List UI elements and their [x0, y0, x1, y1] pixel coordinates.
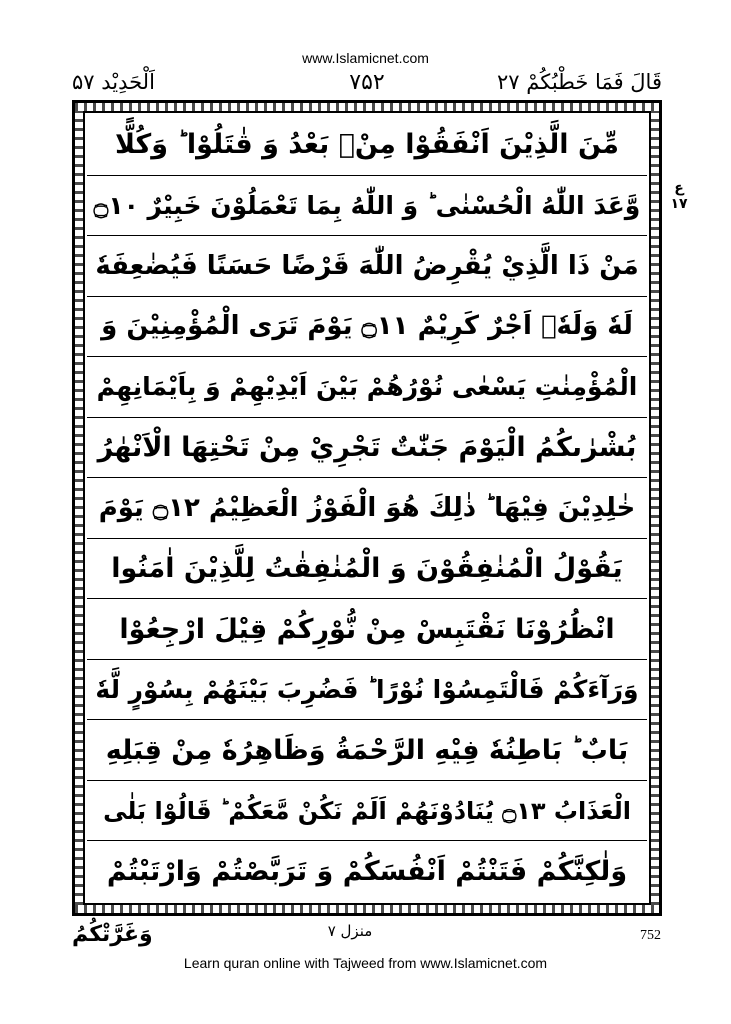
verse-line: وَرَآءَكُمْ فَالْتَمِسُوْا نُوْرًا ؕ فَضُرِبَ بَيْنَهُمْ بِسُوْرٍ لَّهٗ	[87, 660, 647, 721]
page-number-arabic: ۷۵۲	[349, 70, 385, 95]
manzil-label: منزل ۷	[327, 922, 373, 940]
verse-line: بُشْرٰىكُمُ الْيَوْمَ جَنّٰتٌ تَجْرِيْ مِنْ تَحْتِهَا الْاَنْهٰرُ	[87, 418, 647, 479]
verse-line: وَلٰكِنَّكُمْ فَتَنْتُمْ اَنْفُسَكُمْ وَ تَرَبَّصْتُمْ وَارْتَبْتُمْ	[106, 855, 628, 887]
verse-line: مَنْ ذَا الَّذِيْ يُقْرِضُ اللّٰهَ قَرْضًا حَسَنًا فَيُضٰعِفَهٗ	[87, 236, 647, 297]
verse-line: يَقُوْلُ الْمُنٰفِقُوْنَ وَ الْمُنٰفِقٰتُ لِلَّذِيْنَ اٰمَنُوا	[87, 539, 647, 600]
surah-name: اَلْحَدِيْد ۵۷	[72, 70, 155, 94]
page-frame	[72, 100, 662, 916]
verse-line: بَابٌ ؕ بَاطِنُهٗ فِيْهِ الرَّحْمَةُ وَظَاهِرُهٗ مِنْ قِبَلِهِ	[87, 720, 647, 781]
ruku-marker: ع ۱۷	[670, 180, 688, 212]
border-ornament-left	[75, 111, 83, 905]
verse-line: الْمُؤْمِنٰتِ يَسْعٰى نُوْرُهُمْ بَيْنَ اَيْدِيْهِمْ وَ بِاَيْمَانِهِمْ	[87, 357, 647, 418]
verse-line: لَهٗ وَلَهٗۤ اَجْرٌ كَرِيْمٌ ۝۱۱ يَوْمَ تَرَى الْمُؤْمِنِيْنَ وَ	[87, 297, 647, 358]
page-header	[72, 70, 662, 100]
verse-lines	[87, 115, 647, 901]
verse-line: انْظُرُوْنَا نَقْتَبِسْ مِنْ نُّوْرِكُمْ قِيْلَ ارْجِعُوْا	[87, 599, 647, 660]
page-number: 752	[640, 928, 661, 943]
verse-line: الْعَذَابُ ۝۱۳ يُنَادُوْنَهُمْ اَلَمْ نَكُنْ مَّعَكُمْ ؕ قَالُوْا بَلٰى	[87, 781, 647, 842]
verse-line: مِّنَ الَّذِيْنَ اَنْفَقُوْا مِنْۢ بَعْدُ وَ قٰتَلُوْا ؕ وَكُلًّا	[87, 115, 647, 176]
site-url-top: www.Islamicnet.com	[302, 50, 429, 66]
juz-name: قَالَ فَمَا خَطْبُكُمْ ۲۷	[497, 70, 662, 94]
verse-line: وَّعَدَ اللّٰهُ الْحُسْنٰى ؕ وَ اللّٰهُ بِمَا تَعْمَلُوْنَ خَبِيْرٌ ۝۱۰	[87, 176, 647, 237]
text-area	[83, 111, 651, 905]
catchword: وَغَرَّتْكُمُ	[72, 922, 153, 947]
border-ornament-right	[651, 111, 659, 905]
border-ornament-top	[75, 103, 659, 111]
site-url-bottom: Learn quran online with Tajweed from www.Islamicnet.com	[183, 955, 548, 971]
verse-line: خٰلِدِيْنَ فِيْهَا ؕ ذٰلِكَ هُوَ الْفَوْزُ الْعَظِيْمُ ۝۱۲ يَوْمَ	[87, 478, 647, 539]
border-ornament-bottom	[75, 905, 659, 913]
